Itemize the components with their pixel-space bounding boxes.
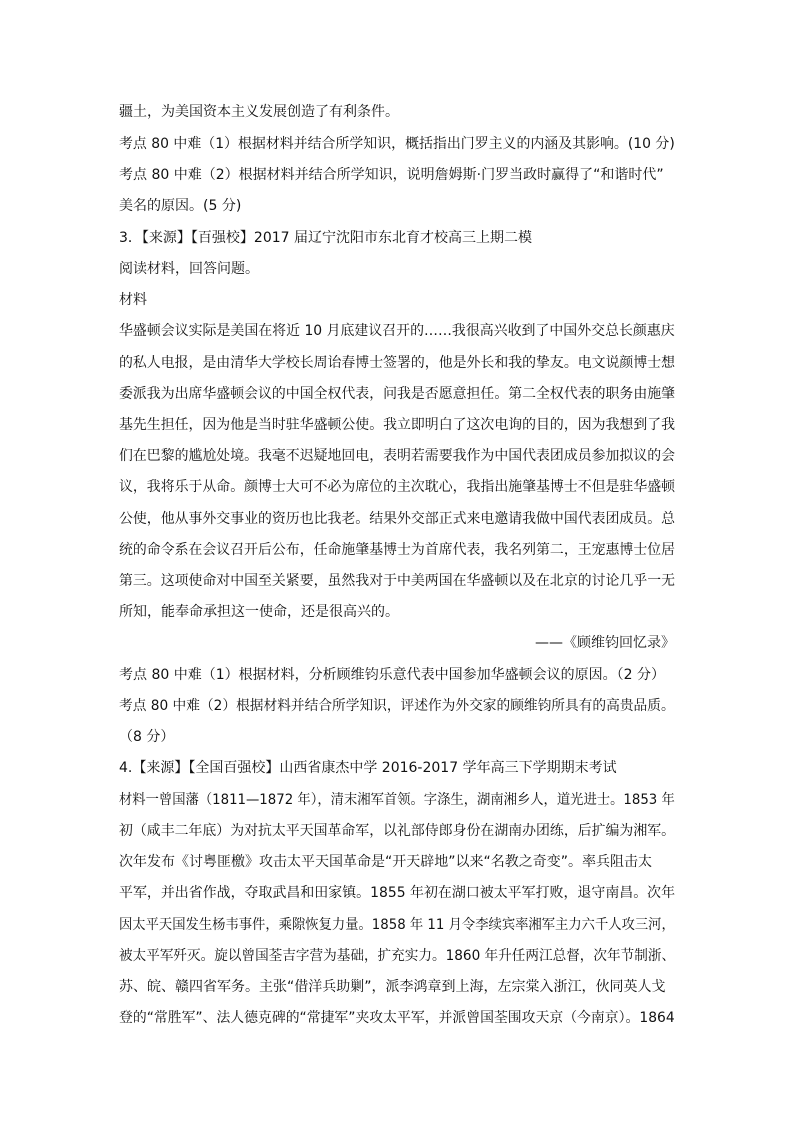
material-text-line: 初（咸丰二年底）为对抗太平天国革命军，以礼部侍郎身份在湖南办团练，后扩编为湘军。 xyxy=(119,823,676,839)
source-heading: 4.【来源】【全国百强校】山西省康杰中学 2016-2017 学年高三下学期期末考试 xyxy=(119,760,617,776)
material-text-line: 们在巴黎的尴尬处境。我毫不迟疑地回电，表明若需要我作为中国代表团成员参加拟议的会 xyxy=(119,448,676,464)
source-heading: 3．【来源】【百强校】2017 届辽宁沈阳市东北育才校高三上期二模 xyxy=(119,230,532,246)
material-label: 材料 xyxy=(119,292,147,308)
material-text-line: 的私人电报，是由清华大学校长周诒春博士签署的，他是外长和我的挚友。电文说颜博士想 xyxy=(119,355,676,371)
material-text-line: 因太平天国发生杨韦事件，乘隙恢复力量。1858 年 11 月令李续宾率湘军主力六千人攻三河， xyxy=(119,917,675,933)
question-line: 考点 80 中难（2）根据材料并结合所学知识，说明詹姆斯·门罗当政时赢得了“和谐时代” xyxy=(119,167,664,183)
material-text-line: 被太平军歼灭。旋以曾国荃吉字营为基础，扩充实力。1860 年升任两江总督，次年节制浙、 xyxy=(119,948,676,964)
material-text-line: 委派我为出席华盛顿会议的中国全权代表，问我是否愿意担任。第二全权代表的职务由施肇 xyxy=(119,386,676,402)
material-text-line: 基先生担任，因为他是当时驻华盛顿公使。我立即明白了这次电询的目的，因为我想到了我 xyxy=(119,417,676,433)
material-text-line: 所知，能奉命承担这一使命，还是很高兴的。 xyxy=(119,604,399,620)
material-text-line: 次年发布《讨粤匪檄》攻击太平天国革命是“开天辟地”以来“名教之奇变”。率兵阻击太 xyxy=(119,854,653,870)
material-text-line: 公使，他从事外交事业的资历也比我老。结果外交部正式来电邀请我做中国代表团成员。总 xyxy=(119,511,676,527)
instruction-line: 阅读材料，回答问题。 xyxy=(119,261,259,277)
question-line: 考点 80 中难（2）根据材料并结合所学知识，评述作为外交家的顾维钧所具有的高贵品质。 xyxy=(119,698,675,714)
text-line: 疆土，为美国资本主义发展创造了有利条件。 xyxy=(119,104,399,120)
question-line: （8 分） xyxy=(119,729,175,745)
material-text-line: 苏、皖、赣四省军务。主张“借洋兵助剿”，派李鸿章到上海，左宗棠入浙江，伙同英人戈 xyxy=(119,979,666,995)
question-line: 考点 80 中难（1）根据材料并结合所学知识，概括指出门罗主义的内涵及其影响。(10 分) xyxy=(119,136,675,152)
material-text-line: 平军，并出省作战，夺取武昌和田家镇。1855 年初在湖口被太平军打败，退守南昌。次年 xyxy=(119,885,676,901)
citation: ——《顾维钧回忆录》 xyxy=(535,635,675,651)
material-text-line: 议，我将乐于从命。颜博士大可不必为席位的主次耽心，我指出施肇基博士不但是驻华盛顿 xyxy=(119,479,676,495)
question-line: 美名的原因。(5 分) xyxy=(119,198,242,214)
question-line: 考点 80 中难（1）根据材料，分析顾维钧乐意代表中国参加华盛顿会议的原因。（2 分） xyxy=(119,667,665,683)
material-text-line: 华盛顿会议实际是美国在将近 10 月底建议召开的……我很高兴收到了中国外交总长颜惠庆 xyxy=(119,323,675,339)
material-text-line: 第三。这项使命对中国至关紧要，虽然我对于中美两国在华盛顿以及在北京的讨论几乎一无 xyxy=(119,573,676,589)
material-text-line: 材料一曾国藩（1811—1872 年），清末湘军首领。字涤生，湖南湘乡人，道光进士。1853 年 xyxy=(119,792,675,808)
material-text-line: 统的命令系在会议召开后公布，任命施肇基博士为首席代表，我名列第二，王宠惠博士位居 xyxy=(119,542,676,558)
material-text-line: 登的“常胜军”、法人德克碑的“常捷军”夹攻太平军，并派曾国荃围攻天京（今南京）。1864 xyxy=(119,1010,675,1026)
